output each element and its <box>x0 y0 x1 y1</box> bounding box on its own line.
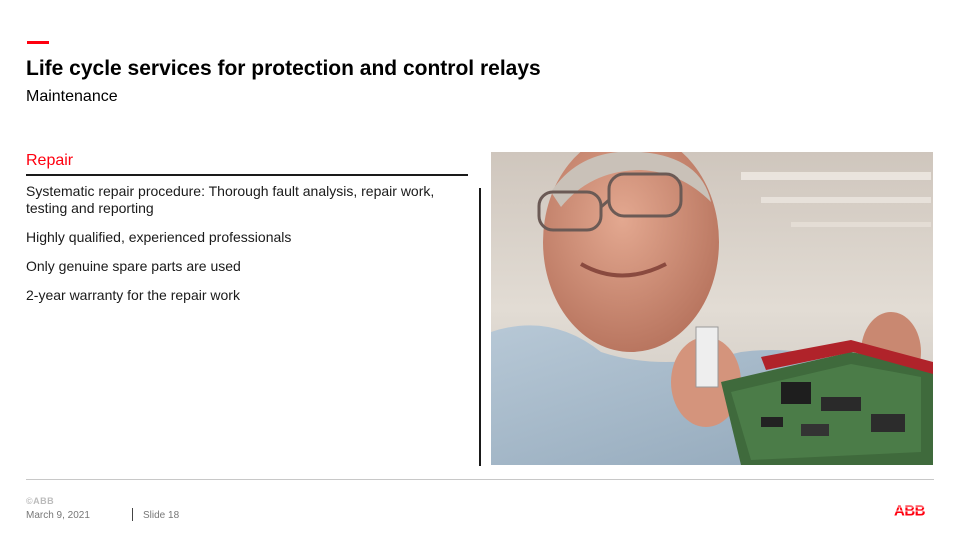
bullet-item: Only genuine spare parts are used <box>26 258 241 274</box>
bullet-list <box>26 183 466 316</box>
vertical-divider <box>479 188 481 466</box>
bullet-item: 2-year warranty for the repair work <box>26 287 240 303</box>
section-divider <box>26 174 468 176</box>
footer-date: March 9, 2021 <box>26 510 90 521</box>
footer-slide-number: Slide 18 <box>143 510 180 521</box>
svg-text:ABB: ABB <box>894 503 925 517</box>
slide-title: Life cycle services for protection and control relays <box>26 57 541 80</box>
slide-subtitle: Maintenance <box>26 88 118 105</box>
abb-logo-icon <box>894 503 934 522</box>
bullet-item: Systematic repair procedure: Thorough fault analysis, repair work, testing and reporting <box>26 183 435 216</box>
bullet-item: Highly qualified, experienced professionals <box>26 229 292 245</box>
footer-separator <box>132 508 133 521</box>
footer-copyright-logo: ©ABB <box>26 496 55 506</box>
section-heading: Repair <box>26 152 74 169</box>
technician-photo <box>491 152 933 465</box>
title-accent-bar <box>27 41 49 44</box>
footer-divider <box>26 479 934 480</box>
